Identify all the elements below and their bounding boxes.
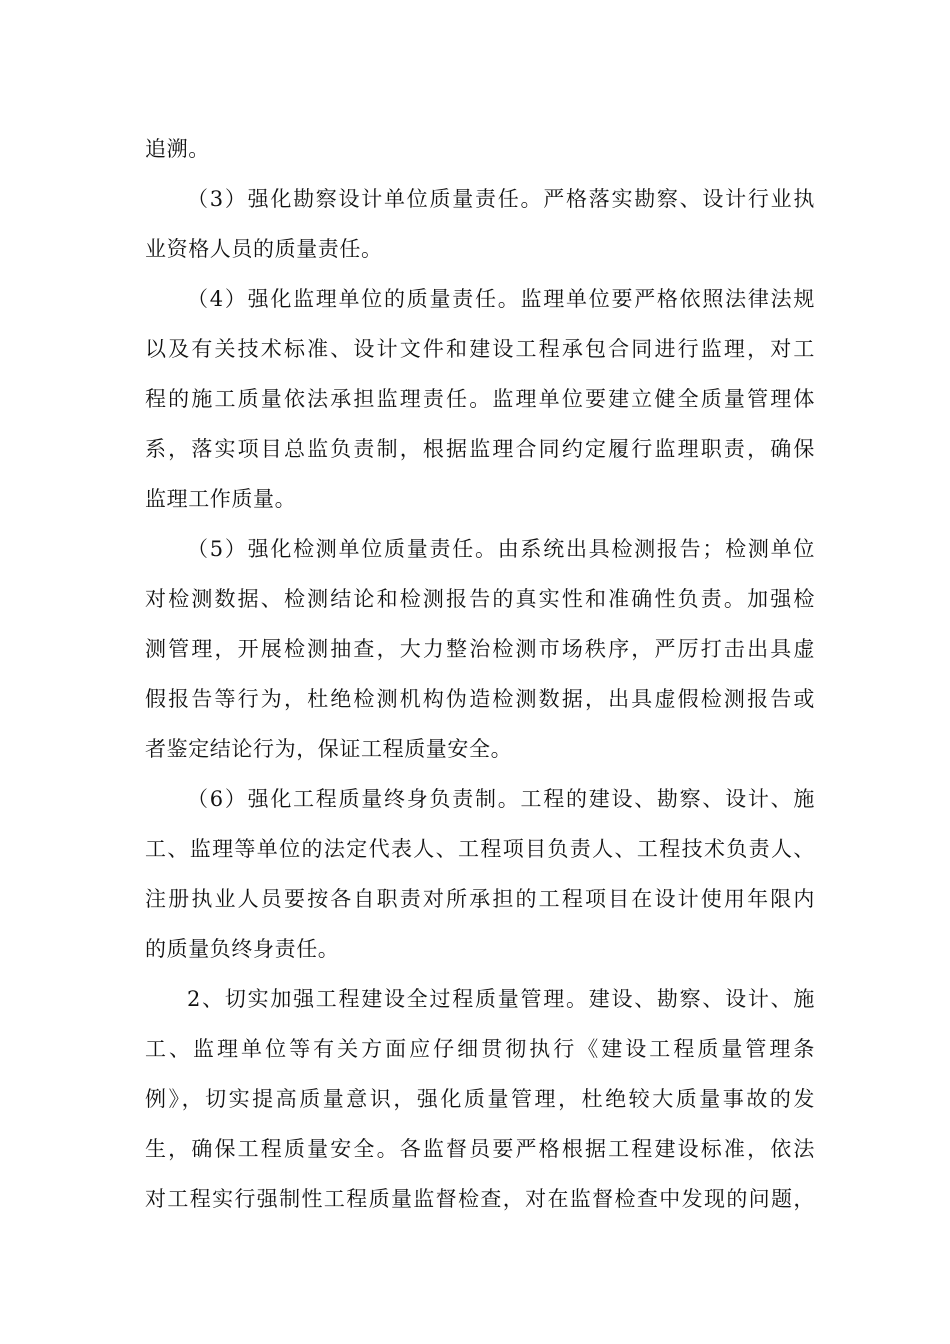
text-line: 监理工作质量。 (145, 487, 297, 511)
paragraph-4-heading: （4）强化监理单位的质量责任。监理单位要严格依照法律法规 (187, 287, 815, 311)
paragraph-5-heading: （5）强化检测单位质量责任。由系统出具检测报告；检测单位 (187, 537, 815, 561)
paragraph-3-heading: （3）强化勘察设计单位质量责任。严格落实勘察、设计行业执 (187, 187, 815, 211)
text-line: 以及有关技术标准、设计文件和建设工程承包合同进行监理，对工 (145, 337, 815, 361)
text-line: 假报告等行为，杜绝检测机构伪造检测数据，出具虚假检测报告或 (145, 687, 815, 711)
text-line: 对工程实行强制性工程质量监督检查，对在监督检查中发现的问题， (145, 1187, 815, 1211)
text-line: 者鉴定结论行为，保证工程质量安全。 (145, 737, 513, 761)
text-line: 工、监理等单位的法定代表人、工程项目负责人、工程技术负责人、 (145, 837, 815, 861)
text-line: 业资格人员的质量责任。 (145, 237, 383, 261)
text-line: 工、监理单位等有关方面应仔细贯彻执行《建设工程质量管理条 (145, 1037, 815, 1061)
section-2-heading: 2、切实加强工程建设全过程质量管理。建设、勘察、设计、施 (187, 987, 815, 1011)
text-line: 程的施工质量依法承担监理责任。监理单位要建立健全质量管理体 (145, 387, 815, 411)
text-line: 系，落实项目总监负责制，根据监理合同约定履行监理职责，确保 (145, 437, 815, 461)
text-line: 测管理，开展检测抽查，大力整治检测市场秩序，严厉打击出具虚 (145, 637, 815, 661)
text-line: 的质量负终身责任。 (145, 937, 340, 961)
text-line: 生，确保工程质量安全。各监督员要严格根据工程建设标准，依法 (145, 1137, 815, 1161)
text-line: 对检测数据、检测结论和检测报告的真实性和准确性负责。加强检 (145, 587, 815, 611)
text-line: 例》，切实提高质量意识，强化质量管理，杜绝较大质量事故的发 (145, 1087, 815, 1111)
text-line: 注册执业人员要按各自职责对所承担的工程项目在设计使用年限内 (145, 887, 815, 911)
text-line: 追溯。 (145, 137, 210, 161)
paragraph-6-heading: （6）强化工程质量终身负责制。工程的建设、勘察、设计、施 (187, 787, 815, 811)
